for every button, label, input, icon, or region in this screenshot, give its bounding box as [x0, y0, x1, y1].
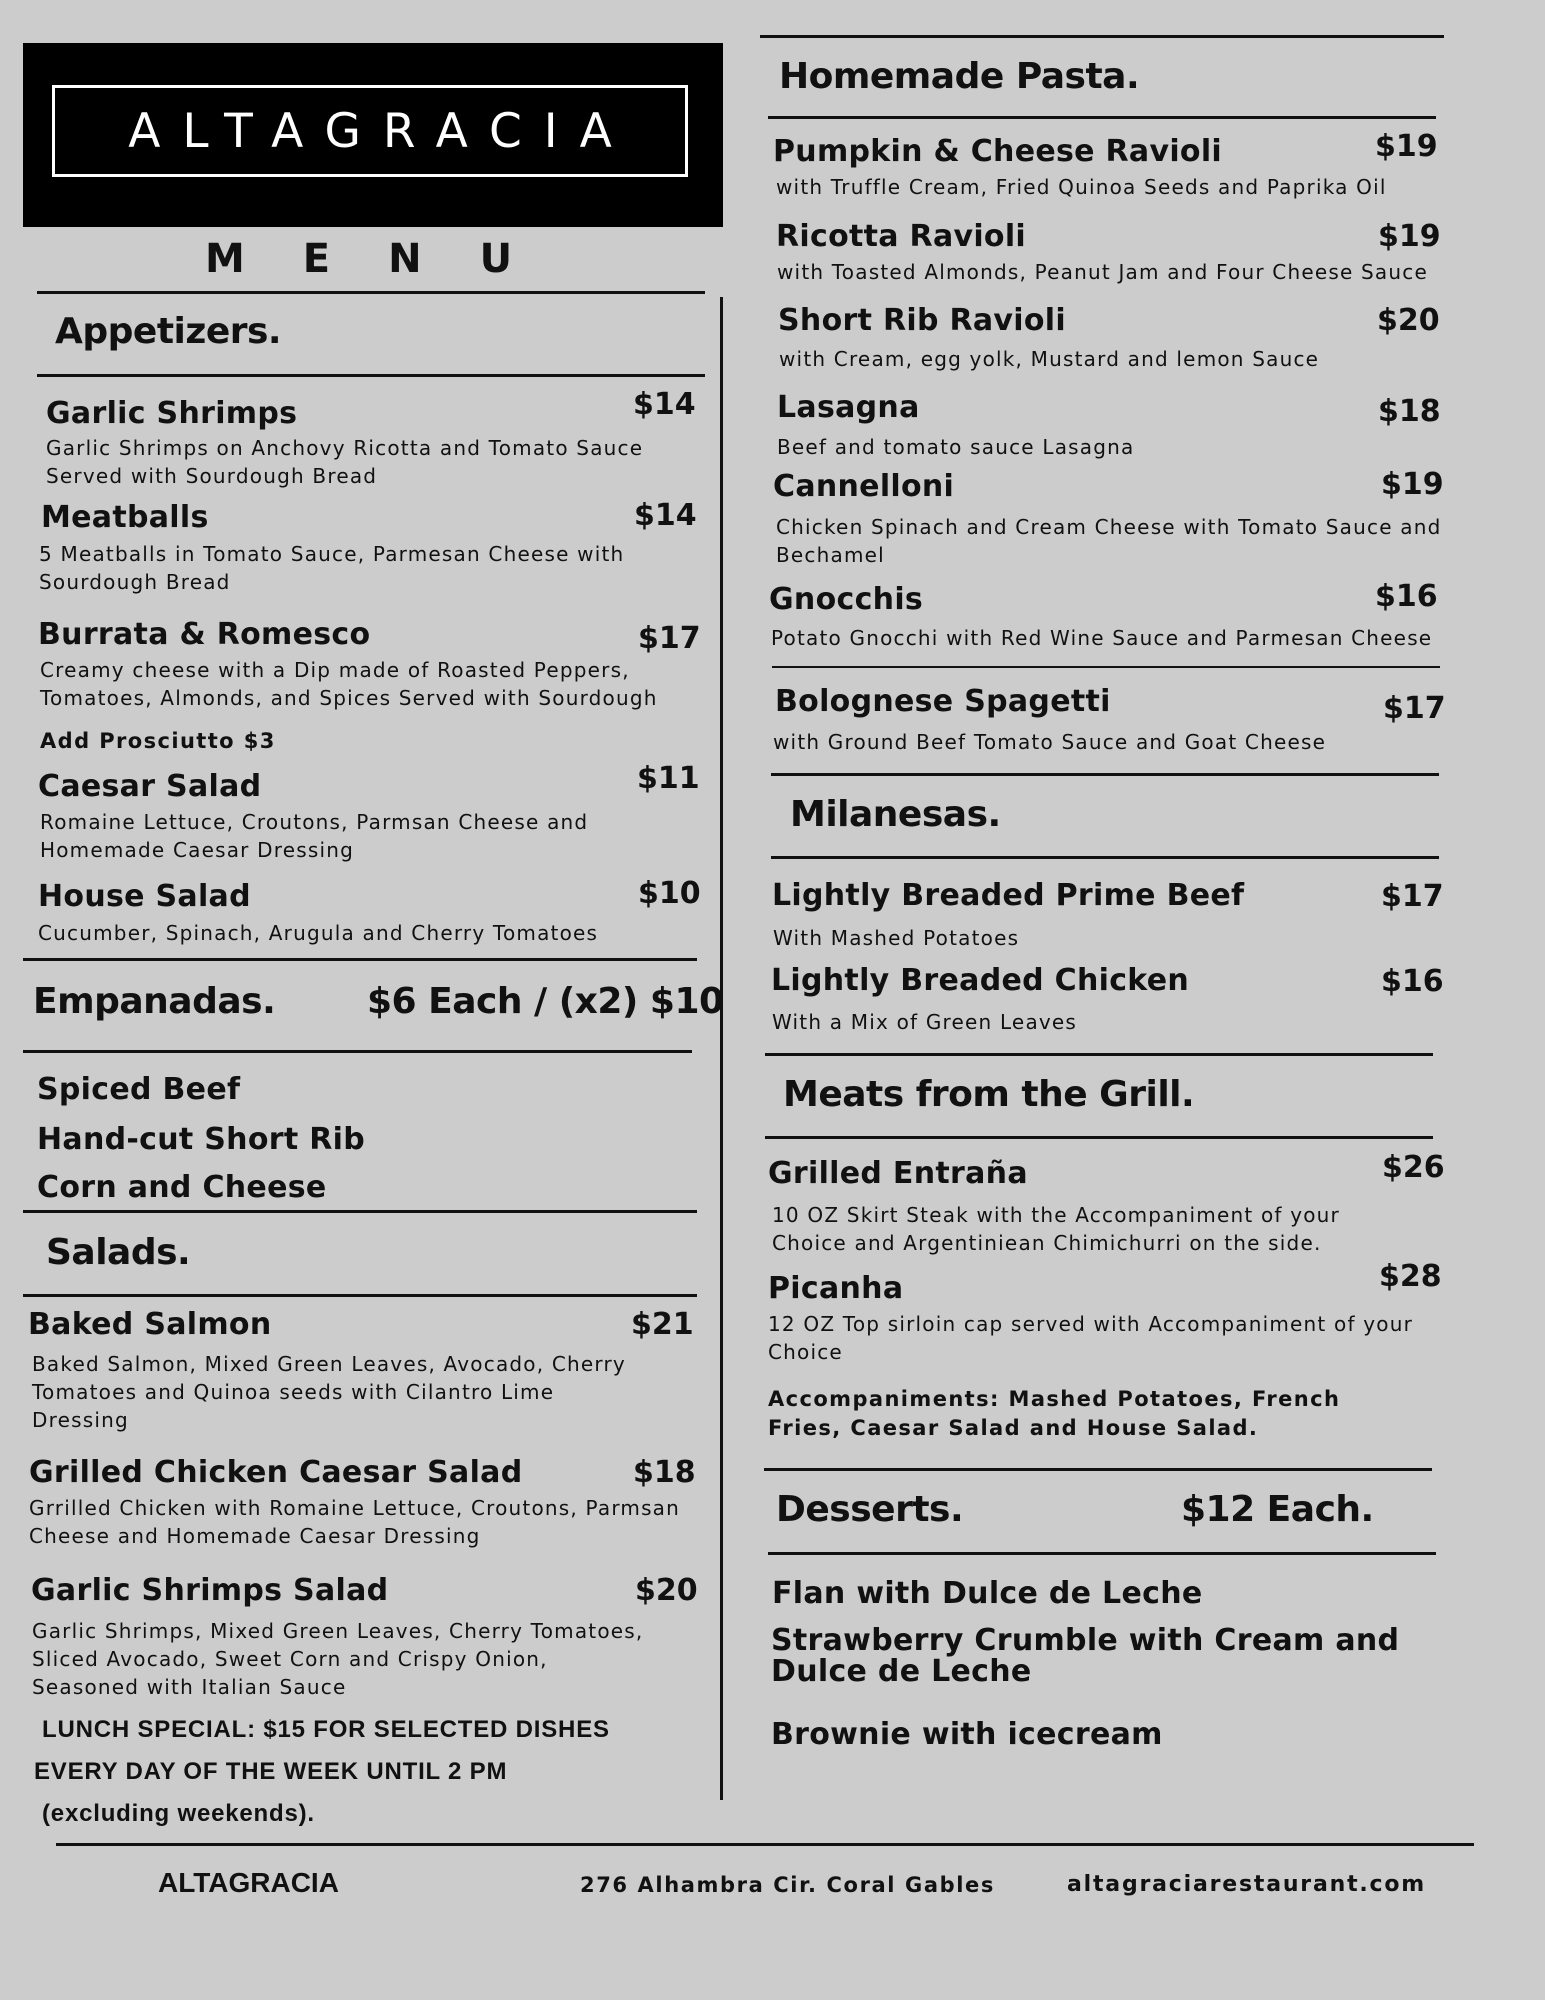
item-name: Gnocchis: [769, 582, 924, 617]
item-name: Burrata & Romesco: [38, 617, 371, 652]
section-title-appetizers: Appetizers.: [55, 311, 282, 352]
item-description: Garlic Shrimps, Mixed Green Leaves, Cherry Tomatoes, Sliced Avocado, Sweet Corn and Crispy Onion, Seasoned with Italian Sauce: [32, 1619, 644, 1699]
item-price: $21: [631, 1307, 694, 1342]
item-price: $11: [637, 761, 700, 796]
item-price: $14: [634, 498, 697, 533]
list-item: Spiced Beef: [37, 1072, 241, 1107]
item-name: Garlic Shrimps: [46, 396, 298, 431]
item-price: $19: [1378, 219, 1441, 254]
section-title-empanadas: Empanadas.: [33, 981, 276, 1022]
footer-divider: [56, 1843, 1474, 1846]
divider: [760, 35, 1444, 38]
item-price: $19: [1375, 129, 1438, 164]
lunch-special-line: (excluding weekends).: [42, 1800, 315, 1827]
item-name: Meatballs: [41, 500, 209, 535]
list-item: Brownie with icecream: [771, 1717, 1163, 1752]
divider: [37, 291, 705, 294]
accompaniments-note: Accompaniments: Mashed Potatoes, French Fries, Caesar Salad and House Salad.: [768, 1387, 1341, 1440]
item-price: $16: [1375, 579, 1438, 614]
column-divider: [720, 297, 723, 1800]
item-description: Beef and tomato sauce Lasagna: [777, 435, 1135, 459]
item-description: Potato Gnocchi with Red Wine Sauce and Parmesan Cheese: [771, 626, 1433, 650]
item-description: Cucumber, Spinach, Arugula and Cherry Tomatoes: [38, 921, 599, 945]
divider: [23, 958, 697, 961]
divider: [772, 666, 1440, 668]
item-name: Short Rib Ravioli: [778, 303, 1066, 338]
item-name: Lasagna: [777, 390, 920, 425]
item-name: House Salad: [38, 879, 251, 914]
item-description: with Truffle Cream, Fried Quinoa Seeds and Paprika Oil: [776, 175, 1387, 199]
item-description: With a Mix of Green Leaves: [772, 1010, 1078, 1034]
section-title-pasta: Homemade Pasta.: [779, 56, 1140, 97]
section-title-salads: Salads.: [46, 1232, 191, 1273]
item-description: Baked Salmon, Mixed Green Leaves, Avocado, Cherry Tomatoes and Quinoa seeds with Cilantro Lime Dressing: [32, 1352, 626, 1432]
item-name: Lightly Breaded Prime Beef: [772, 878, 1245, 913]
item-description: 5 Meatballs in Tomato Sauce, Parmesan Cheese with Sourdough Bread: [39, 542, 625, 594]
list-item: Corn and Cheese: [37, 1170, 327, 1205]
item-name: Pumpkin & Cheese Ravioli: [773, 134, 1222, 169]
item-price: $28: [1379, 1259, 1442, 1294]
item-price: $18: [633, 1455, 696, 1490]
divider: [37, 374, 705, 377]
divider: [771, 773, 1439, 776]
item-name: Baked Salmon: [28, 1307, 272, 1342]
item-price: $17: [638, 621, 701, 656]
logo-frame: [52, 85, 688, 177]
item-description: With Mashed Potatoes: [773, 926, 1020, 950]
item-name: Caesar Salad: [38, 769, 262, 804]
item-name: Bolognese Spagetti: [775, 684, 1111, 719]
footer-address: 276 Alhambra Cir. Coral Gables: [580, 1873, 995, 1897]
addon-note: Add Prosciutto $3: [40, 729, 276, 753]
divider: [764, 1468, 1432, 1471]
item-description: 12 OZ Top sirloin cap served with Accompaniment of your Choice: [768, 1312, 1414, 1364]
footer-website[interactable]: altagraciarestaurant.com: [1067, 1872, 1427, 1897]
item-name: Grilled Entraña: [768, 1156, 1028, 1191]
item-name: Picanha: [768, 1271, 904, 1306]
item-description: with Ground Beef Tomato Sauce and Goat Cheese: [773, 730, 1327, 754]
item-price: $14: [633, 387, 696, 422]
divider: [768, 116, 1436, 119]
menu-heading: MENU: [205, 236, 571, 282]
item-price: $16: [1381, 964, 1444, 999]
item-name: Ricotta Ravioli: [776, 219, 1027, 254]
footer-brand: ALTAGRACIA: [158, 1867, 339, 1898]
item-name: Lightly Breaded Chicken: [771, 963, 1190, 998]
lunch-special-line: LUNCH SPECIAL: $15 FOR SELECTED DISHES: [42, 1716, 610, 1743]
item-name: Garlic Shrimps Salad: [31, 1573, 389, 1608]
item-price: $19: [1381, 467, 1444, 502]
lunch-special-line: EVERY DAY OF THE WEEK UNTIL 2 PM: [34, 1758, 508, 1785]
item-description: with Toasted Almonds, Peanut Jam and Four Cheese Sauce: [777, 260, 1428, 284]
divider: [23, 1050, 692, 1053]
item-price: $20: [1377, 303, 1440, 338]
item-description: Romaine Lettuce, Croutons, Parmsan Cheese and Homemade Caesar Dressing: [40, 810, 589, 862]
divider: [23, 1294, 697, 1297]
divider: [23, 1210, 697, 1213]
section-title-desserts: Desserts.: [776, 1489, 964, 1530]
item-price: $17: [1383, 691, 1446, 726]
list-item: Flan with Dulce de Leche: [772, 1576, 1203, 1611]
divider: [765, 1053, 1433, 1056]
item-description: Grrilled Chicken with Romaine Lettuce, Croutons, Parmsan Cheese and Homemade Caesar Dressing: [29, 1496, 681, 1548]
section-title-grill: Meats from the Grill.: [783, 1074, 1195, 1115]
divider: [768, 1552, 1436, 1555]
item-description: Garlic Shrimps on Anchovy Ricotta and Tomato Sauce Served with Sourdough Bread: [46, 436, 644, 488]
list-item: Strawberry Crumble with Cream and Dulce de Leche: [771, 1623, 1400, 1689]
item-price: $26: [1382, 1150, 1445, 1185]
logo-text: ALTAGRACIA: [128, 103, 634, 159]
item-description: Chicken Spinach and Cream Cheese with Tomato Sauce and Bechamel: [776, 515, 1442, 567]
item-price: $20: [635, 1573, 698, 1608]
logo-block: [23, 43, 723, 227]
item-price: $17: [1381, 879, 1444, 914]
section-title-milanesas: Milanesas.: [790, 794, 1001, 835]
desserts-price: $12 Each.: [1181, 1489, 1374, 1530]
empanadas-price: $6 Each / (x2) $10: [367, 981, 724, 1022]
item-description: Creamy cheese with a Dip made of Roasted Peppers, Tomatoes, Almonds, and Spices Served with Sourdough: [40, 658, 658, 710]
divider: [765, 1136, 1433, 1139]
item-price: $10: [638, 876, 701, 911]
item-name: Grilled Chicken Caesar Salad: [29, 1455, 523, 1490]
item-name: Cannelloni: [773, 469, 955, 504]
list-item: Hand-cut Short Rib: [37, 1122, 365, 1157]
divider: [771, 856, 1439, 859]
item-price: $18: [1378, 394, 1441, 429]
item-description: 10 OZ Skirt Steak with the Accompaniment of your Choice and Argentiniean Chimichurri on the side.: [772, 1203, 1340, 1255]
item-description: with Cream, egg yolk, Mustard and lemon Sauce: [779, 347, 1320, 371]
